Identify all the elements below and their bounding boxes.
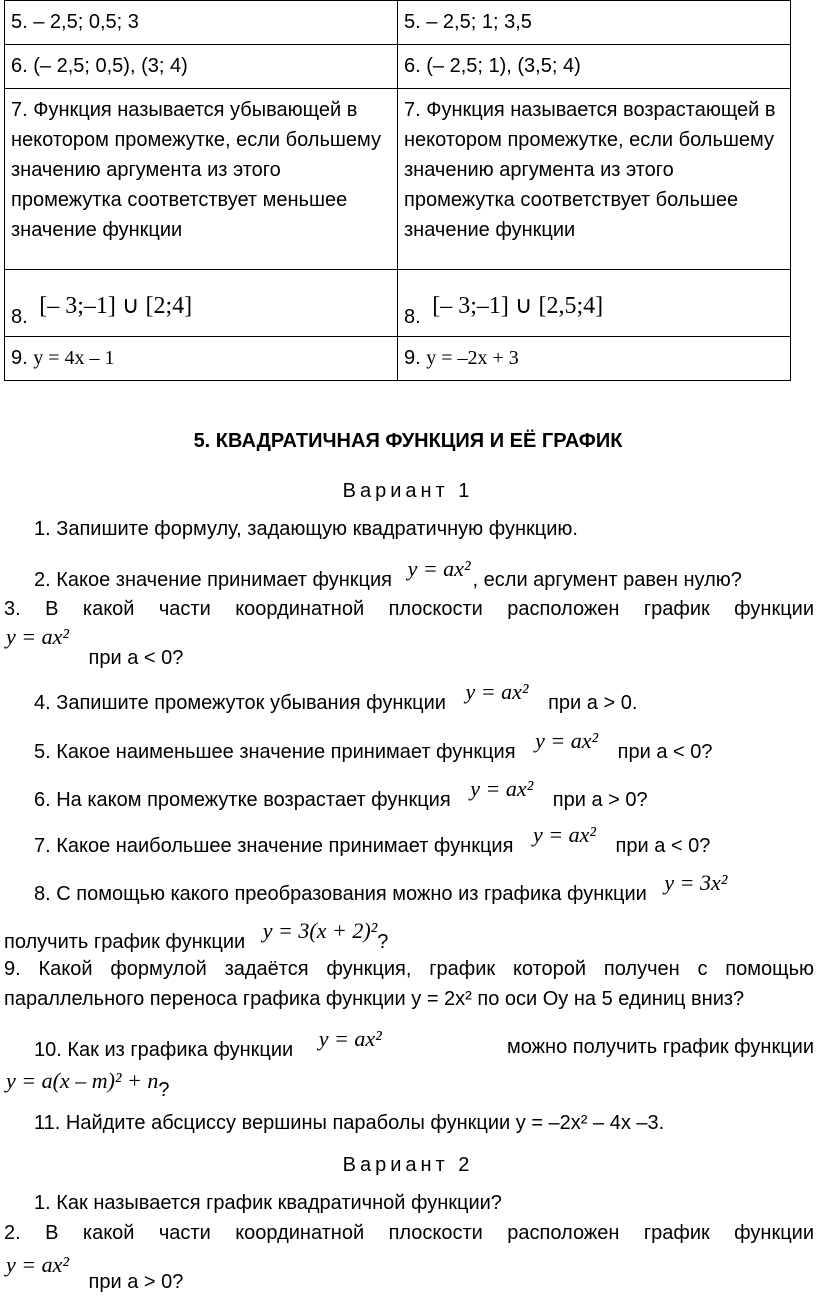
formula: y = ax²: [535, 728, 599, 753]
question-text: 7. Какое наибольшее значение принимает функция: [34, 835, 514, 857]
question-text: при a > 0?: [88, 1271, 184, 1293]
table-row: [5, 1, 791, 45]
formula: y = 3(x + 2)²: [262, 918, 378, 943]
interval-formula: [– 3;–1] ∪ [2,5;4]: [432, 293, 604, 319]
table-cell: 6. (– 2,5; 0,5), (3; 4): [5, 45, 398, 89]
question-text: получить график функции: [4, 931, 246, 953]
variant-heading: Вариант 2: [342, 1154, 474, 1176]
table-cell: 5. – 2,5; 1; 3,5: [398, 1, 791, 45]
question-text: ?: [158, 1079, 170, 1101]
item-number: 8.: [11, 306, 28, 328]
question-8-line-1: [34, 870, 728, 906]
table-row: [5, 337, 791, 381]
question-text: 2. Какое значение принимает функция: [34, 569, 392, 591]
question-5: [34, 728, 713, 764]
question-11: 11. Найдите абсциссу вершины параболы функции y = –2x² – 4x –3.: [34, 1112, 665, 1134]
formula: y = ax²: [6, 624, 69, 649]
interval-formula: [– 3;–1] ∪ [2;4]: [39, 293, 193, 319]
item-number: 8.: [404, 306, 421, 328]
question-text: при a < 0?: [88, 647, 184, 669]
table-cell: 7. Функция называется убывающей в некотором промежутке, если большему значению аргумента из этого промежутка соответствует меньшее значение функции: [5, 89, 398, 270]
question-1: 1. Запишите формулу, задающую квадратичную функцию.: [34, 518, 578, 540]
table-cell: [5, 270, 398, 337]
table-row: [5, 270, 791, 337]
formula: y = ax²: [470, 776, 534, 801]
question-1: 1. Как называется график квадратичной функции?: [34, 1192, 502, 1214]
table-cell: 7. Функция называется возрастающей в некотором промежутке, если большему значению аргумента из этого промежутка соответствует большее значение функции: [398, 89, 791, 270]
question-6: [34, 776, 648, 812]
table-row: [5, 89, 791, 270]
item-number: 9.: [11, 347, 28, 369]
question-text: ?: [377, 931, 389, 953]
linear-formula: y = –2x + 3: [426, 347, 519, 369]
question-text: при a > 0?: [552, 789, 648, 811]
table-cell: 6. (– 2,5; 1), (3,5; 4): [398, 45, 791, 89]
question-3-line-2: [6, 624, 184, 669]
table-cell: [398, 270, 791, 337]
question-text: при a > 0.: [548, 692, 638, 714]
formula: y = ax²: [6, 1252, 69, 1277]
question-text: 5. Какое наименьшее значение принимает функция: [34, 741, 516, 763]
section-title: 5. КВАДРАТИЧНАЯ ФУНКЦИЯ И ЕЁ ГРАФИК: [193, 430, 623, 452]
linear-formula: y = 4x – 1: [33, 347, 115, 369]
question-2-line-2: [6, 1252, 184, 1293]
formula: y = ax²: [465, 679, 529, 704]
question-4: [34, 679, 638, 715]
question-text: при a < 0?: [615, 835, 711, 857]
formula: y = ax²: [532, 822, 596, 847]
table-row: [5, 45, 791, 89]
question-text: 6. На каком промежутке возрастает функция: [34, 789, 451, 811]
question-8-line-2: [4, 918, 389, 954]
question-9-line-2: параллельного переноса графика функции y = 2x² по оси Oy на 5 единиц вниз?: [4, 988, 745, 1010]
item-number: 9.: [404, 347, 421, 369]
table-cell: 5. – 2,5; 0,5; 3: [5, 1, 398, 45]
formula: y = ax²: [407, 556, 471, 581]
question-2: [34, 556, 742, 592]
table-cell: [398, 337, 791, 381]
question-text: 10. Как из графика функции: [34, 1039, 294, 1061]
answers-table: [4, 0, 791, 381]
question-3-line-1: 3. В какой части координатной плоскости расположен график функции: [4, 598, 814, 620]
question-7: [34, 822, 711, 858]
formula: y = ax²: [318, 1026, 382, 1051]
question-text: можно получить график функции: [507, 1036, 814, 1058]
question-10-line-2: [6, 1068, 170, 1101]
table-cell: [5, 337, 398, 381]
question-text: 4. Запишите промежуток убывания функции: [34, 692, 446, 714]
question-10-line-1: [34, 1026, 814, 1062]
formula: y = 3x²: [664, 870, 728, 895]
question-text: 8. С помощью какого преобразования можно из графика функции: [34, 883, 647, 905]
question-text: при a < 0?: [617, 741, 713, 763]
question-9-line-1: 9. Какой формулой задаётся функция, график которой получен с помощью: [4, 958, 814, 980]
variant-heading: Вариант 1: [342, 480, 474, 502]
question-text: , если аргумент равен нулю?: [472, 569, 742, 591]
question-2-line-1: 2. В какой части координатной плоскости расположен график функции: [4, 1222, 814, 1244]
formula: y = a(x – m)² + n: [6, 1068, 159, 1093]
